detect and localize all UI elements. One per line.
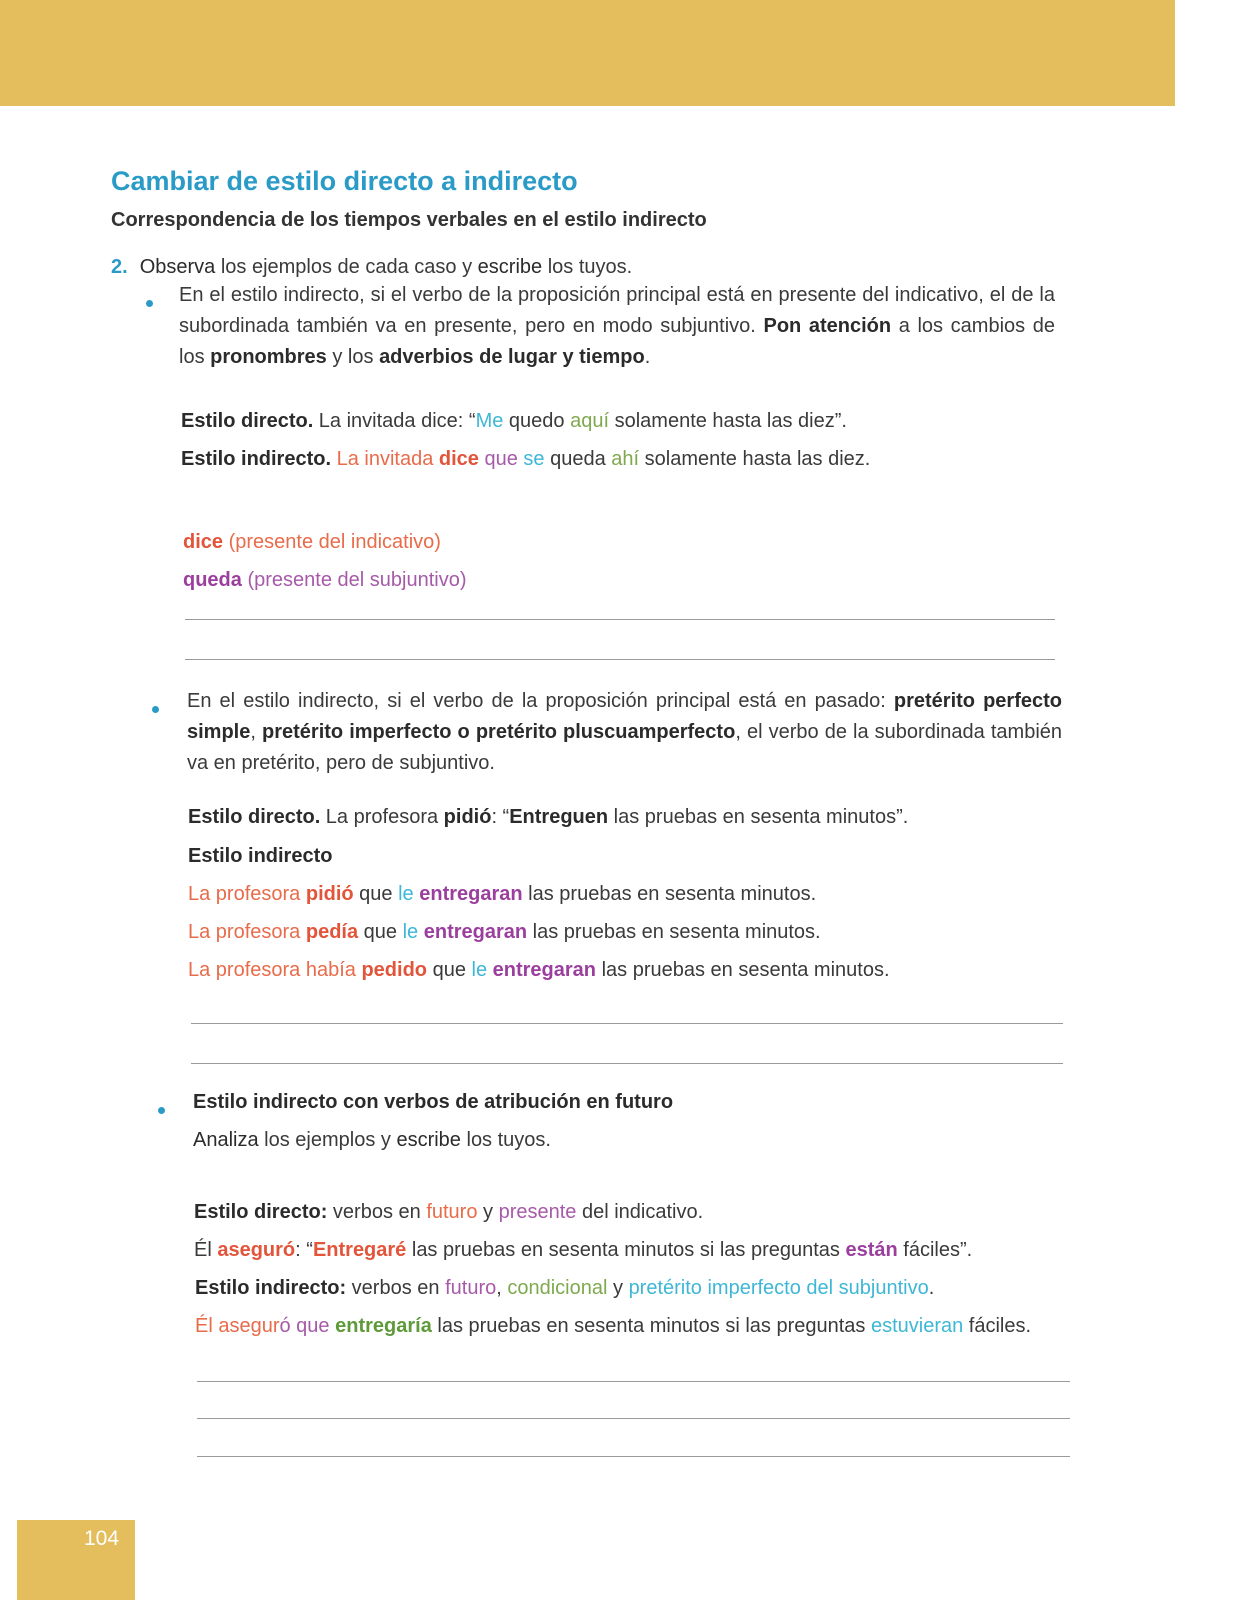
bullet-1-text: En el estilo indirecto, si el verbo de la proposición principal está en presente del indicativo, el de la subordinada también va en presente, pero en modo subjuntivo. Pon atención a los cambios de los pronombres y los adverbios de lugar y tiempo. bbox=[179, 284, 1056, 368]
example-direct: Estilo directo. La invitada dice: “Me quedo aquí solamente hasta las diez”. bbox=[181, 410, 847, 432]
bullet-dot bbox=[158, 1107, 165, 1114]
example-indirect-2: La profesora pedía que le entregaran las pruebas en sesenta minutos. bbox=[188, 921, 821, 943]
example-direct-sentence: Él aseguró: “Entregaré las pruebas en sesenta minutos si las preguntas están fáciles”. bbox=[194, 1239, 973, 1261]
exercise-instruction: 2. Observa los ejemplos de cada caso y escribe los tuyos. bbox=[111, 256, 633, 278]
bullet-3-instruction: Analiza los ejemplos y escribe los tuyos. bbox=[193, 1129, 551, 1151]
answer-line[interactable] bbox=[197, 1381, 1070, 1382]
answer-line[interactable] bbox=[191, 1023, 1063, 1024]
answer-line[interactable] bbox=[197, 1418, 1070, 1419]
answer-line[interactable] bbox=[185, 659, 1055, 660]
example-direct-rule: Estilo directo: verbos en futuro y presente del indicativo. bbox=[194, 1201, 704, 1223]
exercise-number: 2. bbox=[111, 256, 128, 278]
top-color-band bbox=[0, 0, 1175, 106]
example-direct: Estilo directo. La profesora pidió: “Entreguen las pruebas en sesenta minutos”. bbox=[188, 806, 909, 828]
answer-line[interactable] bbox=[191, 1063, 1063, 1064]
example-indirect-label: Estilo indirecto bbox=[188, 845, 333, 867]
tense-note-subjunctive: queda (presente del subjuntivo) bbox=[183, 569, 467, 591]
example-indirect: Estilo indirecto. La invitada dice que se queda ahí solamente hasta las diez. bbox=[181, 448, 871, 470]
answer-line[interactable] bbox=[197, 1456, 1070, 1457]
example-indirect-sentence: Él aseguró que entregaría las pruebas en sesenta minutos si las preguntas estuvieran fáciles. bbox=[195, 1315, 1032, 1337]
answer-line[interactable] bbox=[185, 619, 1055, 620]
tense-note-indicative: dice (presente del indicativo) bbox=[183, 531, 441, 553]
bullet-3-heading: Estilo indirecto con verbos de atribución en futuro bbox=[193, 1091, 674, 1113]
example-indirect-3: La profesora había pedido que le entregaran las pruebas en sesenta minutos. bbox=[188, 959, 890, 981]
bullet-dot bbox=[152, 706, 159, 713]
section-subtitle: Correspondencia de los tiempos verbales en el estilo indirecto bbox=[111, 209, 707, 231]
page-number: 104 bbox=[84, 1527, 120, 1550]
section-title: Cambiar de estilo directo a indirecto bbox=[111, 166, 578, 196]
bullet-2-text: En el estilo indirecto, si el verbo de la proposición principal está en pasado: pretérito perfecto simple, pretérito imperfecto o pretérito pluscuamperfecto, el verbo de la subordinada también va en pretérito, pero de subjuntivo. bbox=[187, 690, 1063, 774]
bullet-dot bbox=[146, 300, 153, 307]
example-indirect-1: La profesora pidió que le entregaran las pruebas en sesenta minutos. bbox=[188, 883, 817, 905]
example-indirect-rule: Estilo indirecto: verbos en futuro, condicional y pretérito imperfecto del subjuntivo. bbox=[195, 1277, 935, 1299]
